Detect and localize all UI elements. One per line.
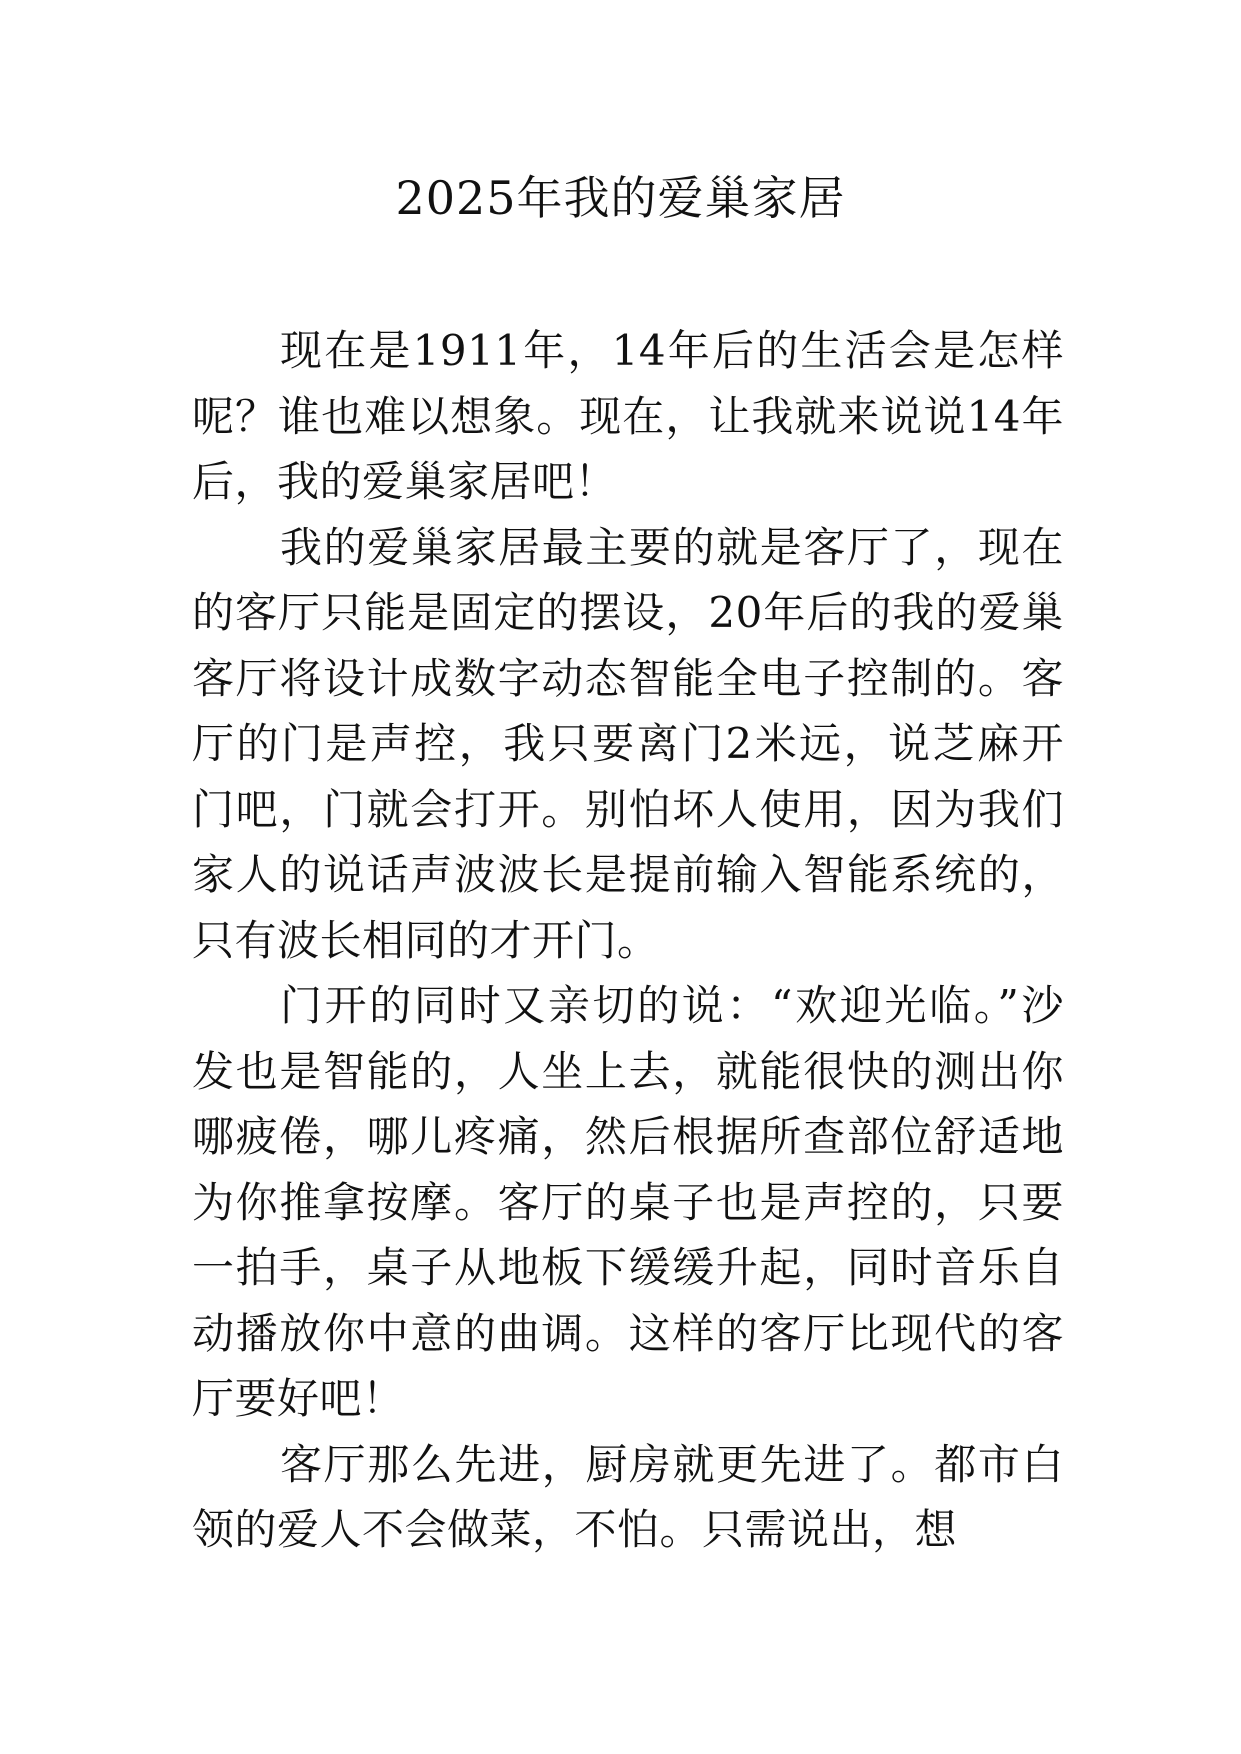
document-title: 2025年我的爱巢家居: [395, 171, 846, 225]
paragraph: 现在是1911年，14年后的生活会是怎样呢？谁也难以想象。现在，让我就来说说14年后，我的爱巢家居吧！: [192, 326, 1064, 506]
paragraph: 门开的同时又亲切的说：“欢迎光临。”沙发也是智能的，人坐上去，就能很快的测出你哪疲倦，哪儿疼痛，然后根据所查部位舒适地为你推拿按摩。客厅的桌子也是声控的，只要一拍手，桌子从地板下缓缓升起，同时音乐自动播放你中意的曲调。这样的客厅比现代的客厅要好吧！: [192, 981, 1064, 1423]
paragraph: 我的爱巢家居最主要的就是客厅了，现在的客厅只能是固定的摆设，20年后的我的爱巢客厅将设计成数字动态智能全电子控制的。客厅的门是声控，我只要离门2米远，说芝麻开门吧，门就会打开。别怕坏人使用，因为我们家人的说话声波波长是提前输入智能系统的，只有波长相同的才开门。: [192, 522, 1064, 965]
paragraph: 客厅那么先进，厨房就更先进了。都市白领的爱人不会做菜，不怕。只需说出，想: [192, 1439, 1064, 1554]
document-body: [192, 318, 1064, 1563]
